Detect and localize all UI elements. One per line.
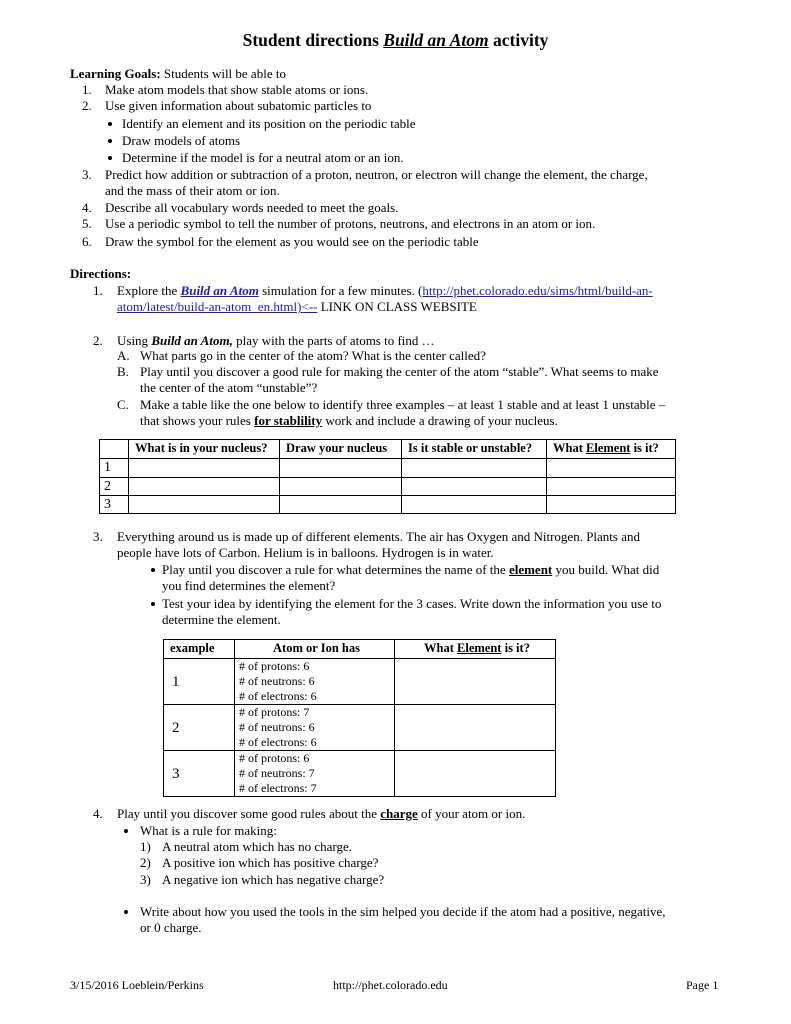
table-cell[interactable] — [129, 478, 280, 496]
goal-number-5: 5. — [82, 216, 92, 231]
table-cell[interactable] — [280, 459, 402, 478]
step-number-1: 1. — [93, 283, 103, 298]
table-cell[interactable] — [547, 459, 676, 478]
sim-link[interactable]: Build an Atom — [180, 283, 259, 298]
step-2-b-cont: the center of the atom “unstable”? — [140, 380, 318, 395]
table-header — [100, 440, 129, 459]
electrons-count: # of electrons: 6 — [239, 735, 317, 749]
step-2-letter-a: A. — [117, 348, 130, 363]
footer-page-number: Page 1 — [686, 978, 719, 992]
goal-number-6: 6. — [82, 234, 92, 249]
step-4-sub-3: A negative ion which has negative charge? — [162, 872, 385, 887]
step-2-c: Make a table like the one below to identify three examples – at least 1 stable and at least 1 unstable – — [140, 397, 666, 412]
step-3-bullet-1: Play until you discover a rule for what determines the name of the element you build. What did — [162, 562, 660, 577]
table-header: Draw your nucleus — [280, 440, 402, 459]
protons-count: # of protons: 6 — [239, 751, 310, 765]
table-header: Atom or Ion has — [235, 640, 395, 659]
protons-count: # of protons: 6 — [239, 659, 310, 673]
table-cell[interactable] — [280, 478, 402, 496]
table-row — [100, 478, 676, 496]
step-4-sub-number-3: 3) — [140, 872, 151, 887]
particle-counts — [235, 659, 395, 705]
step-1-text: Explore the Build an Atom simulation for a few minutes. (http://phet.colorado.edu/sims/html/build-an- — [117, 283, 653, 298]
table-header: example — [164, 640, 235, 659]
goal-item-5: Use a periodic symbol to tell the number of protons, neutrons, and electrons in an atom or ion. — [105, 216, 596, 231]
step-2-a: What parts go in the center of the atom? What is the center called? — [140, 348, 486, 363]
table-row — [100, 496, 676, 514]
sim-url-link-cont[interactable]: atom/latest/build-an-atom_en.html)<-- — [117, 299, 318, 314]
bullet-icon — [108, 133, 112, 149]
step-number-4: 4. — [93, 806, 103, 821]
step-number-2: 2. — [93, 333, 103, 348]
particle-counts — [235, 705, 395, 751]
step-3-text: Everything around us is made up of different elements. The air has Oxygen and Nitrogen. Plants and — [117, 529, 641, 544]
neutrons-count: # of neutrons: 7 — [239, 766, 315, 780]
table-cell[interactable] — [280, 496, 402, 514]
table-cell[interactable] — [402, 478, 547, 496]
electrons-count: # of electrons: 6 — [239, 689, 317, 703]
bullet-icon — [124, 823, 128, 839]
learning-goals-heading: Learning Goals: Students will be able to — [70, 66, 286, 81]
answer-cell[interactable] — [395, 751, 556, 797]
row-number: 1 — [100, 459, 129, 478]
neutrons-count: # of neutrons: 6 — [239, 674, 315, 688]
goal-subitem-2: Draw models of atoms — [122, 133, 241, 148]
example-number: 3 — [164, 751, 235, 797]
protons-count: # of protons: 7 — [239, 705, 310, 719]
particle-counts — [235, 751, 395, 797]
footer-url: http://phet.colorado.edu — [333, 978, 448, 992]
step-2-letter-b: B. — [117, 364, 129, 379]
table-row — [164, 751, 556, 797]
step-3-bullet-2-cont: determine the element. — [162, 612, 281, 627]
step-4-text: Play until you discover some good rules about the charge of your atom or ion. — [117, 806, 526, 821]
element-table — [163, 639, 556, 797]
goal-item-4: Describe all vocabulary words needed to meet the goals. — [105, 200, 399, 215]
step-4-sub-number-2: 2) — [140, 855, 151, 870]
answer-cell[interactable] — [395, 705, 556, 751]
goal-item-3: Predict how addition or subtraction of a proton, neutron, or electron will change the element, the charge, — [105, 167, 648, 182]
goal-number-3: 3. — [82, 167, 92, 182]
table-cell[interactable] — [547, 478, 676, 496]
table-cell[interactable] — [547, 496, 676, 514]
example-number: 1 — [164, 659, 235, 705]
bullet-icon — [108, 150, 112, 166]
step-3-bullet-1-cont: you find determines the element? — [162, 578, 336, 593]
table-header: What is in your nucleus? — [129, 440, 280, 459]
goal-item-2: Use given information about subatomic particles to — [105, 98, 372, 113]
title-sim-name: Build an Atom — [383, 30, 489, 50]
bullet-icon — [151, 562, 155, 578]
goal-subitem-3: Determine if the model is for a neutral atom or an ion. — [122, 150, 404, 165]
step-2-letter-c: C. — [117, 397, 129, 412]
table-row — [100, 459, 676, 478]
table-row — [164, 705, 556, 751]
step-2-c-cont: that shows your rules for stablility work and include a drawing of your nucleus. — [140, 413, 558, 428]
goal-subitem-1: Identify an element and its position on the periodic table — [122, 116, 416, 131]
sim-url-link[interactable]: http://phet.colorado.edu/sims/html/build-an- — [422, 283, 653, 298]
directions-heading: Directions: — [70, 266, 132, 281]
step-2-b: Play until you discover a good rule for making the center of the atom “stable”. What seems to make — [140, 364, 659, 379]
step-4-bullet-1: What is a rule for making: — [140, 823, 277, 838]
table-cell[interactable] — [402, 496, 547, 514]
step-4-sub-number-1: 1) — [140, 839, 151, 854]
table-row — [164, 659, 556, 705]
goal-item-6: Draw the symbol for the element as you would see on the periodic table — [105, 234, 479, 249]
stability-table — [99, 439, 676, 514]
row-number: 3 — [100, 496, 129, 514]
table-cell[interactable] — [129, 459, 280, 478]
table-header-row — [164, 640, 556, 659]
goal-number-4: 4. — [82, 200, 92, 215]
step-2-text: Using Build an Atom, play with the parts of atoms to find … — [117, 333, 435, 348]
goal-number-1: 1. — [82, 82, 92, 97]
goal-item-1: Make atom models that show stable atoms or ions. — [105, 82, 369, 97]
bullet-icon — [124, 904, 128, 920]
bullet-icon — [108, 116, 112, 132]
table-header-row — [100, 440, 676, 459]
example-number: 2 — [164, 705, 235, 751]
table-cell[interactable] — [402, 459, 547, 478]
step-4-sub-2: A positive ion which has positive charge? — [162, 855, 379, 870]
bullet-icon — [151, 596, 155, 612]
footer-date-authors: 3/15/2016 Loeblein/Perkins — [70, 978, 204, 992]
step-number-3: 3. — [93, 529, 103, 544]
answer-cell[interactable] — [395, 659, 556, 705]
goal-number-2: 2. — [82, 98, 92, 113]
row-number: 2 — [100, 478, 129, 496]
table-header: What Element is it? — [395, 640, 556, 659]
table-header: What Element is it? — [547, 440, 676, 459]
step-1-cont: atom/latest/build-an-atom_en.html)<-- LINK ON CLASS WEBSITE — [117, 299, 477, 314]
step-3-bullet-2: Test your idea by identifying the element for the 3 cases. Write down the information you use to — [162, 596, 662, 611]
page-title: Student directions Build an Atom activity — [242, 30, 549, 50]
neutrons-count: # of neutrons: 6 — [239, 720, 315, 734]
step-3-cont: people have lots of Carbon. Helium is in balloons. Hydrogen is in water. — [117, 545, 494, 560]
table-header: Is it stable or unstable? — [402, 440, 547, 459]
step-4-bullet-2-cont: or 0 charge. — [140, 920, 202, 935]
step-4-sub-1: A neutral atom which has no charge. — [162, 839, 353, 854]
goal-item-3-cont: and the mass of their atom or ion. — [105, 183, 280, 198]
electrons-count: # of electrons: 7 — [239, 781, 317, 795]
table-cell[interactable] — [129, 496, 280, 514]
step-4-bullet-2: Write about how you used the tools in the sim helped you decide if the atom had a positive, negative, — [140, 904, 666, 919]
